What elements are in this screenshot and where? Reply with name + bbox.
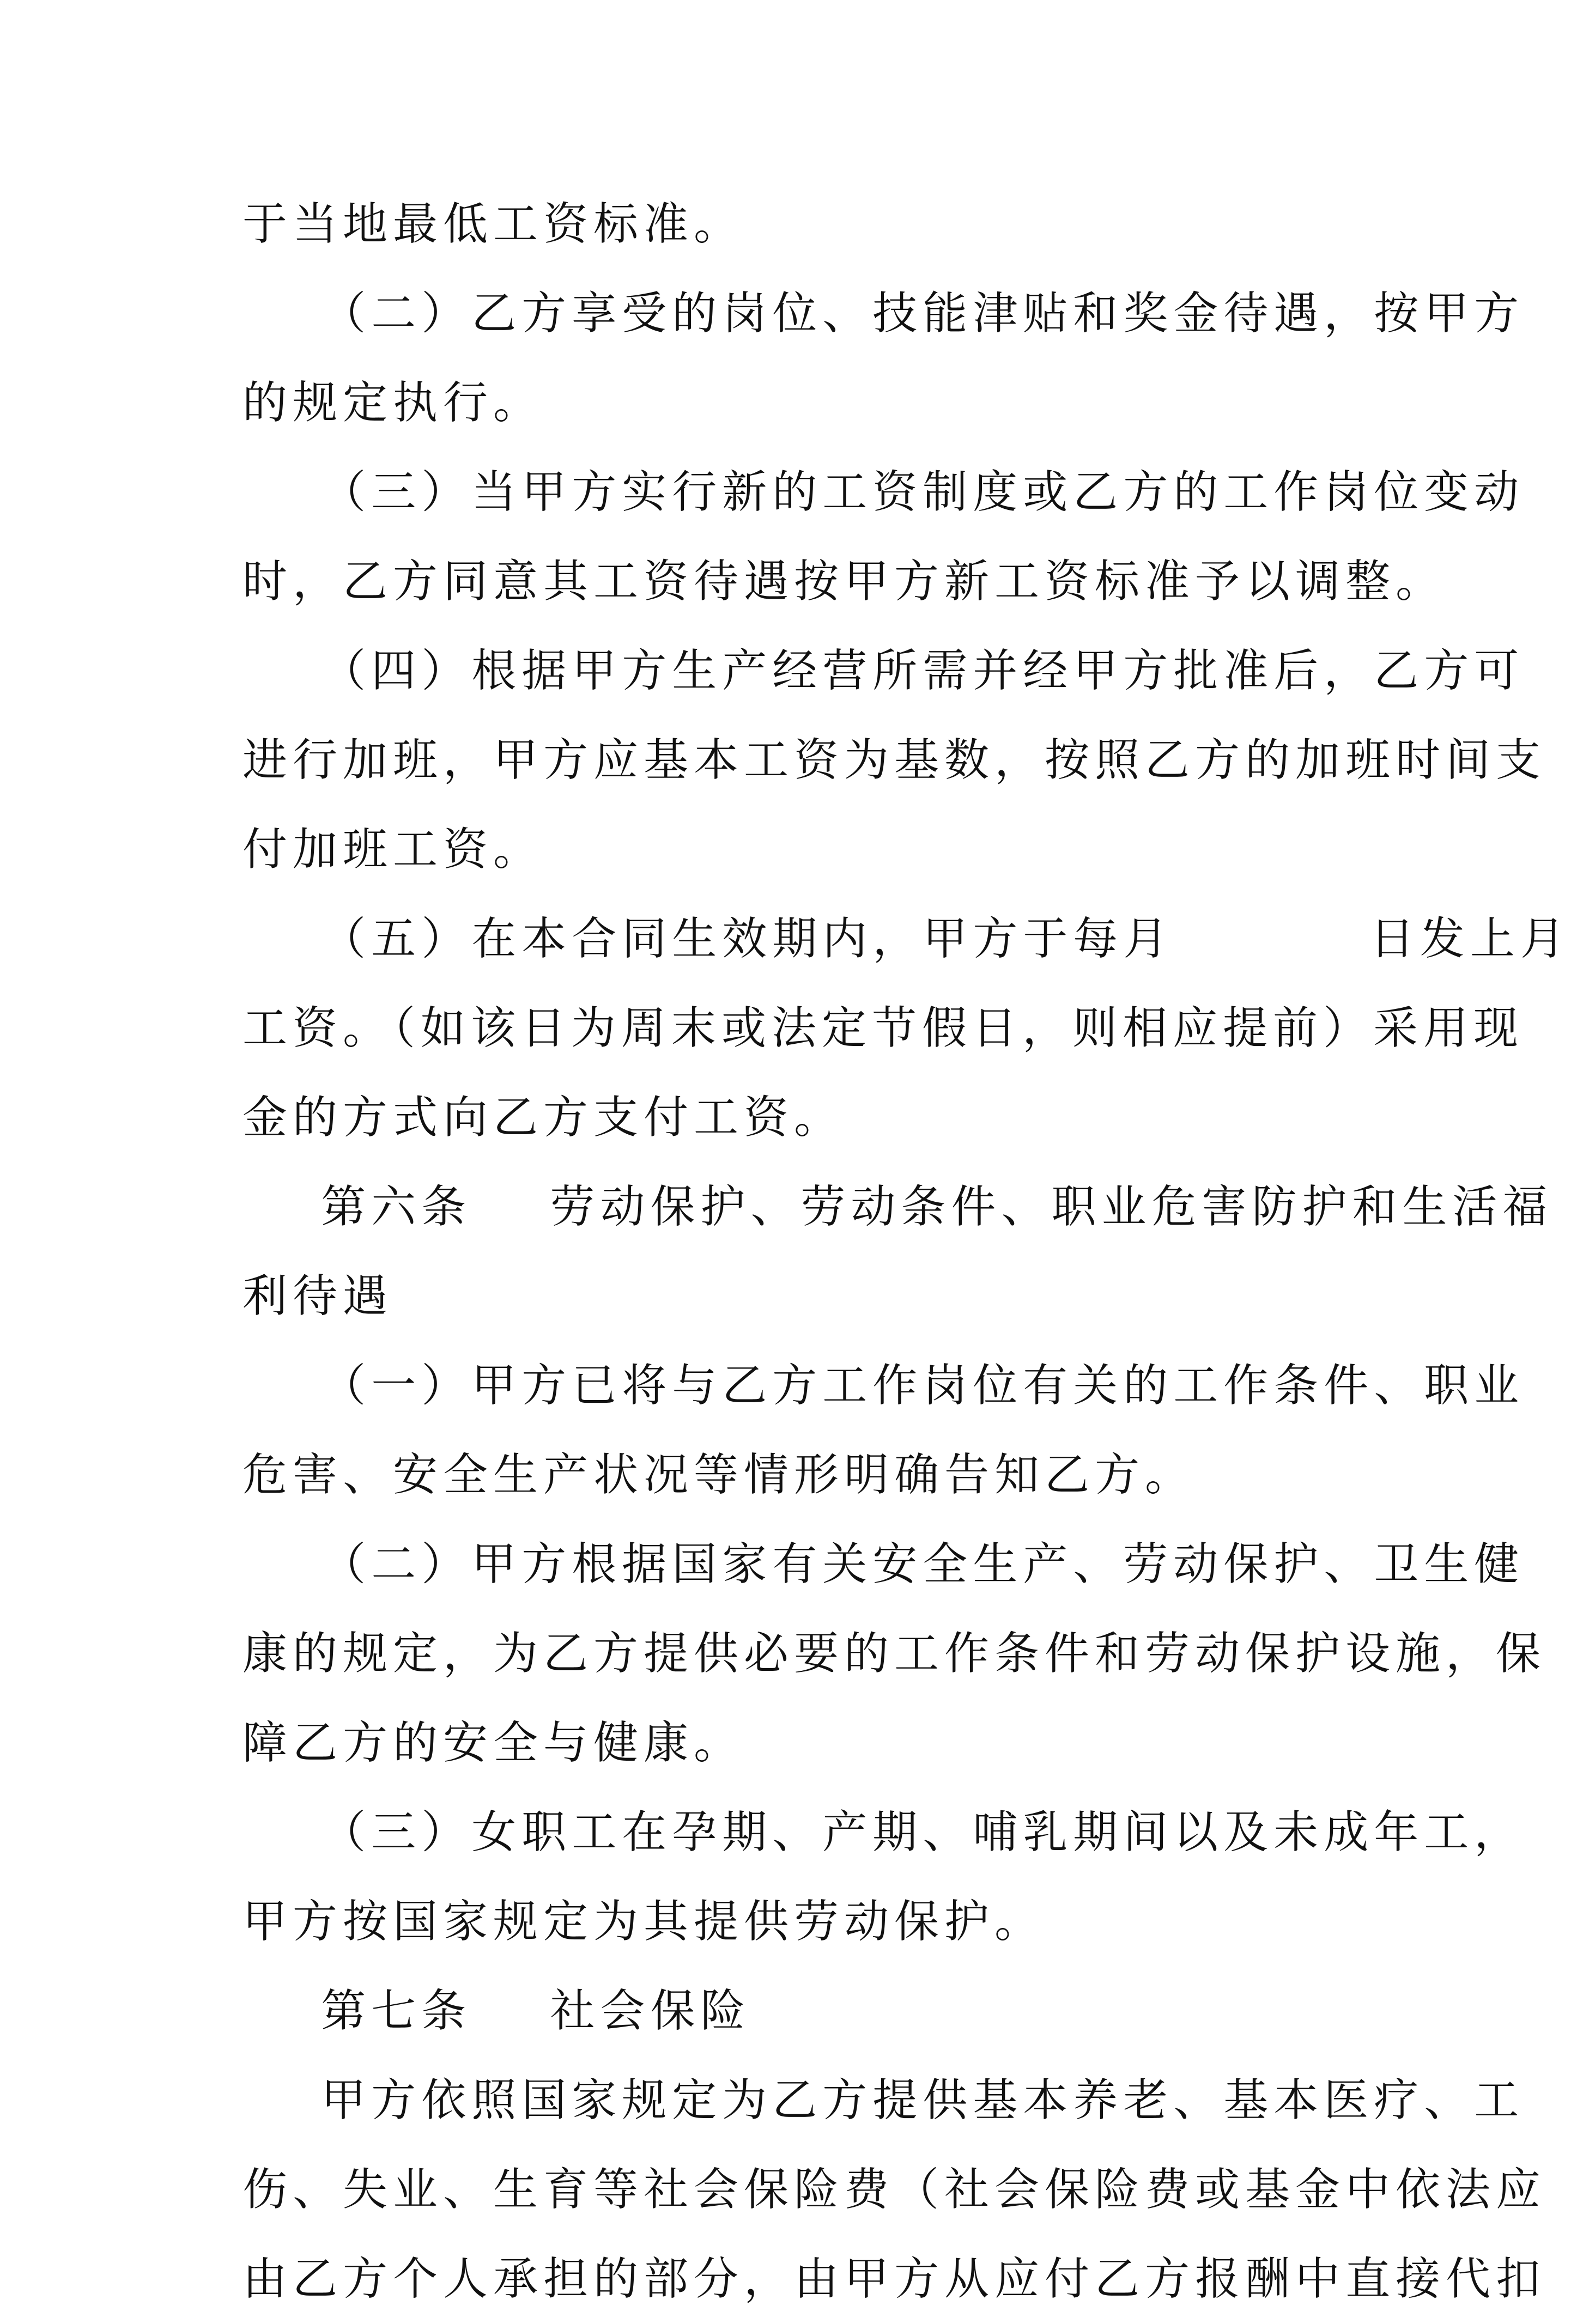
- text-line: 障乙方的安全与健康。: [242, 1717, 744, 1769]
- text-line: 利待遇: [242, 1270, 393, 1322]
- text-line: 由乙方个人承担的部分，由甲方从应付乙方报酬中直接代扣: [242, 2253, 1546, 2305]
- text-line: 进行加班，甲方应基本工资为基数，按照乙方的加班时间支: [242, 734, 1546, 786]
- section-heading-line: 第七条 社会保险: [242, 1985, 751, 2037]
- text-line: （三）女职工在孕期、产期、哺乳期间以及未成年工，: [242, 1806, 1525, 1858]
- text-line: 时，乙方同意其工资待遇按甲方新工资标准予以调整。: [242, 556, 1446, 607]
- text-line: 甲方按国家规定为其提供劳动保护。: [242, 1896, 1045, 1948]
- contract-body-text: [242, 180, 1570, 2324]
- text-line: （四）根据甲方生产经营所需并经甲方批准后，乙方可: [242, 645, 1525, 697]
- section-heading-line: 第六条 劳动保护、劳动条件、职业危害防护和生活福: [242, 1181, 1553, 1233]
- text-line: （三）当甲方实行新的工资制度或乙方的工作岗位变动: [242, 466, 1525, 518]
- text-line: （五）在本合同生效期内，甲方于每月 日发上月: [242, 913, 1570, 965]
- text-line: （一）甲方已将与乙方工作岗位有关的工作条件、职业: [242, 1360, 1525, 1412]
- text-line: 危害、安全生产状况等情形明确告知乙方。: [242, 1449, 1196, 1501]
- text-line: （二）乙方享受的岗位、技能津贴和奖金待遇，按甲方: [242, 288, 1525, 339]
- text-line: （二）甲方根据国家有关安全生产、劳动保护、卫生健: [242, 1538, 1525, 1590]
- text-line: 康的规定，为乙方提供必要的工作条件和劳动保护设施，保: [242, 1628, 1546, 1680]
- text-line: 金的方式向乙方支付工资。: [242, 1092, 845, 1143]
- text-line: 工资。（如该日为周末或法定节假日，则相应提前）采用现: [242, 1002, 1524, 1054]
- text-line: 于当地最低工资标准。: [242, 198, 744, 250]
- text-line: 付加班工资。: [242, 824, 544, 875]
- text-line: 伤、失业、生育等社会保险费（社会保险费或基金中依法应: [242, 2164, 1546, 2216]
- text-line: 甲方依照国家规定为乙方提供基本养老、基本医疗、工: [242, 2074, 1525, 2126]
- text-line: 的规定执行。: [242, 377, 544, 429]
